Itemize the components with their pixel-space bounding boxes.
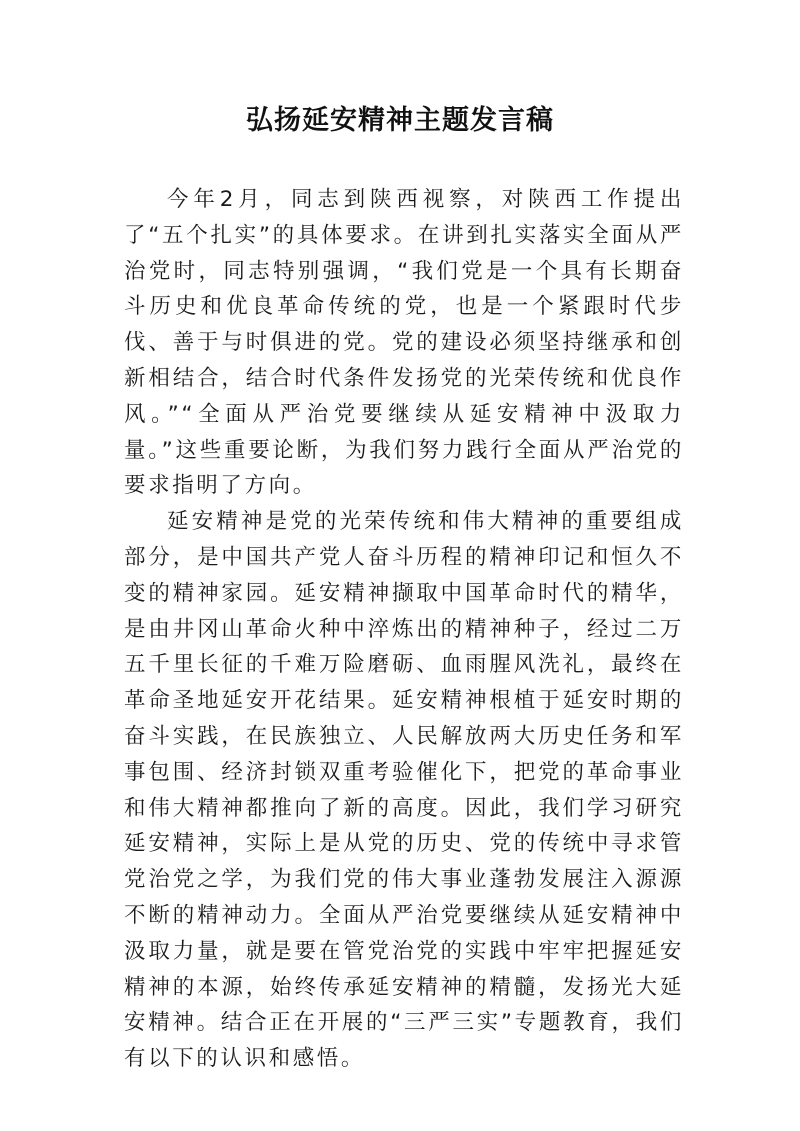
paragraph-2: 延安精神是党的光荣传统和伟大精神的重要组成部分，是中国共产党人奋斗历程的精神印记和恒久不变的精神家园。延安精神撷取中国革命时代的精华，是由井冈山革命火种中淬炼出的精神种子，经过二万五千里长征的千难万险磨砺、血雨腥风洗礼，最终在革命圣地延安开花结果。延安精神根植于延安时期的奋斗实践，在民族独立、人民解放两大历史任务和军事包围、经济封锁双重考验催化下，把党的革命事业和伟大精神都推向了新的高度。因此，我们学习研究延安精神，实际上是从党的历史、党的传统中寻求管党治党之学，为我们党的伟大事业蓬勃发展注入源源不断的精神动力。全面从严治党要继续从延安精神中汲取力量，就是要在管党治党的实践中牢牢把握延安精神的本源，始终传承延安精神的精髓，发扬光大延安精神。结合正在开展的“三严三实”专题教育，我们有以下的认识和感悟。 [124, 509, 684, 1072]
document-body [124, 182, 684, 1077]
document-title: 弘扬延安精神主题发言稿 [246, 105, 554, 136]
paragraph-1: 今年2月，同志到陕西视察，对陕西工作提出了“五个扎实”的具体要求。在讲到扎实落实全面从严治党时，同志特别强调，“我们党是一个具有长期奋斗历史和优良革命传统的党，也是一个紧跟时代步伐、善于与时俱进的党。党的建设必须坚持继承和创新相结合，结合时代条件发扬党的光荣传统和优良作风。”“全面从严治党要继续从延安精神中汲取力量。”这些重要论断，为我们努力践行全面从严治党的要求指明了方向。 [124, 187, 684, 499]
